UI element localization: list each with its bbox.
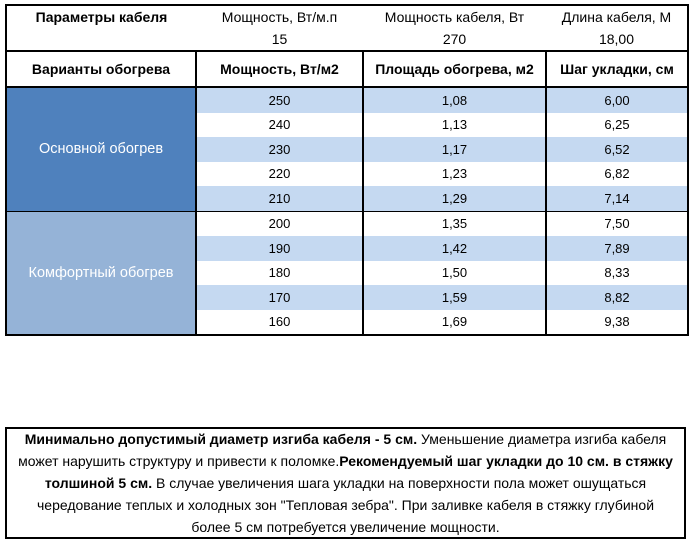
param-label-power-per-m: Мощность, Вт/м.п	[221, 9, 338, 25]
params-value-row	[6, 28, 688, 51]
column-header-power: Мощность, Вт/м2	[196, 51, 363, 87]
table-cell: 8,33	[546, 261, 688, 286]
table-cell: 7,50	[546, 211, 688, 236]
table-cell: 1,13	[363, 113, 546, 138]
param-label-cable-length: Длина кабеля, М	[561, 9, 672, 25]
table-cell: 6,82	[546, 162, 688, 187]
table-cell: 1,35	[363, 211, 546, 236]
params-label-row	[6, 5, 688, 28]
note-segment: Уменьшение диаметра изгиба кабеля может нарушить структуру и привести к поломке.	[18, 431, 667, 469]
note-segment: В случае увеличения шага укладки на поверхности пола может ошущаться чередование теплых и холодных зон "Тепловая зебра". При заливке кабеля в стяжку глубиной более 5 см потребуется увеличение мощности.	[36, 475, 655, 535]
table-cell: 1,50	[363, 261, 546, 286]
table-cell: 1,29	[363, 186, 546, 211]
table-row	[6, 211, 688, 236]
table-cell: 1,23	[363, 162, 546, 187]
column-header-area: Площадь обогрева, м2	[363, 51, 546, 87]
table-cell: 160	[196, 310, 363, 336]
note-box	[5, 427, 686, 539]
note-segment-bold: Минимально допустимый диаметр изгиба кабеля - 5 см.	[24, 431, 418, 447]
table-cell: 6,52	[546, 137, 688, 162]
table-cell: 1,08	[363, 87, 546, 113]
table-cell: 190	[196, 236, 363, 261]
table-cell: 240	[196, 113, 363, 138]
table-cell: 170	[196, 285, 363, 310]
section-label: Основной обогрев	[6, 87, 196, 211]
params-title: Параметры кабеля	[35, 9, 168, 25]
column-header-row	[6, 51, 688, 87]
table-cell: 200	[196, 211, 363, 236]
table-cell: 220	[196, 162, 363, 187]
table-cell: 8,82	[546, 285, 688, 310]
table-cell: 1,42	[363, 236, 546, 261]
cable-parameters-table	[5, 4, 689, 336]
column-header-spacing: Шаг укладки, см	[546, 51, 688, 87]
table-row	[6, 87, 688, 113]
table-cell: 7,14	[546, 186, 688, 211]
table-cell: 210	[196, 186, 363, 211]
table-cell: 230	[196, 137, 363, 162]
column-header-variants: Варианты обогрева	[6, 51, 196, 87]
table-cell: 180	[196, 261, 363, 286]
note-text	[17, 428, 674, 538]
heating-table-body	[6, 5, 688, 335]
param-label-cable-power: Мощность кабеля, Вт	[384, 9, 525, 25]
param-value-cable-length: 18,00	[546, 28, 688, 51]
table-cell: 1,69	[363, 310, 546, 336]
note-segment-bold: Рекомендуемый шаг укладки до 10 см. в стяжку толшиной 5 см.	[44, 453, 673, 491]
table-cell: 9,38	[546, 310, 688, 336]
section-label: Комфортный обогрев	[6, 211, 196, 335]
table-cell: 250	[196, 87, 363, 113]
table-cell: 1,59	[363, 285, 546, 310]
table-cell: 1,17	[363, 137, 546, 162]
table-cell: 6,00	[546, 87, 688, 113]
param-value-power-per-m: 15	[196, 28, 363, 51]
table-cell: 7,89	[546, 236, 688, 261]
table-cell: 6,25	[546, 113, 688, 138]
param-value-cable-power: 270	[363, 28, 546, 51]
params-title-spacer	[6, 28, 196, 51]
